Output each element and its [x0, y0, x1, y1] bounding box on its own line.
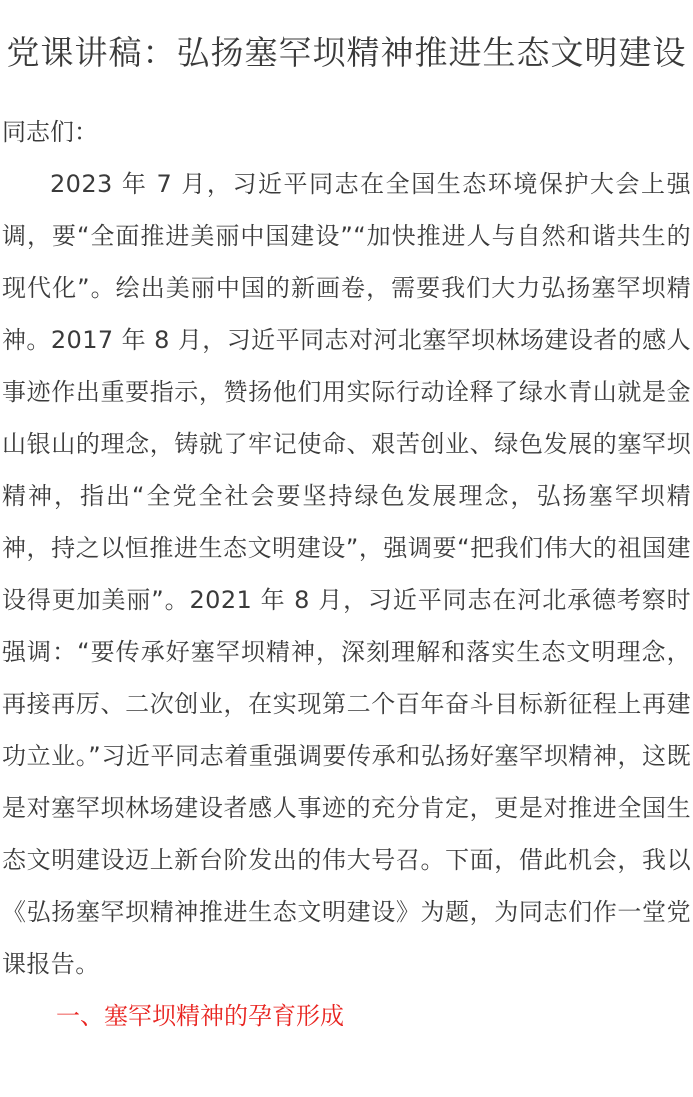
section-heading: 一、塞罕坝精神的孕育形成	[56, 1002, 344, 1030]
document-title: 党课讲稿：弘扬塞罕坝精神推进生态文明建设	[6, 33, 687, 72]
body-paragraph: 2023 年 7 月，习近平同志在全国生态环境保护大会上强调，要“全面推进美丽中国建设”“加快推进人与自然和谐共生的现代化”。绘出美丽中国的新画卷，需要我们大力弘扬塞罕坝精神。2017 年 8 月，习近平同志对河北塞罕坝林场建设者的感人事迹作出重要指示，赞扬他们用实际行动诠释了绿水青山就是金山银山的理念，铸就了牢记使命、艰苦创业、绿色发展的塞罕坝精神，指出“全党全社会要坚持绿色发展理念，弘扬塞罕坝精神，持之以恒推进生态文明建设”，强调要“把我们伟大的祖国建设得更加美丽”。2021 年 8 月，习近平同志在河北承德考察时强调：“要传承好塞罕坝精神，深刻理解和落实生态文明理念，再接再厉、二次创业，在实现第二个百年奋斗目标新征程上再建功立业。”习近平同志着重强调要传承和弘扬好塞罕坝精神，这既是对塞罕坝林场建设者感人事迹的充分肯定，更是对推进全国生态文明建设迈上新台阶发出的伟大号召。下面，借此机会，我以《弘扬塞罕坝精神推进生态文明建设》为题，为同志们作一堂党课报告。	[2, 170, 691, 978]
salutation: 同志们：	[2, 118, 98, 146]
